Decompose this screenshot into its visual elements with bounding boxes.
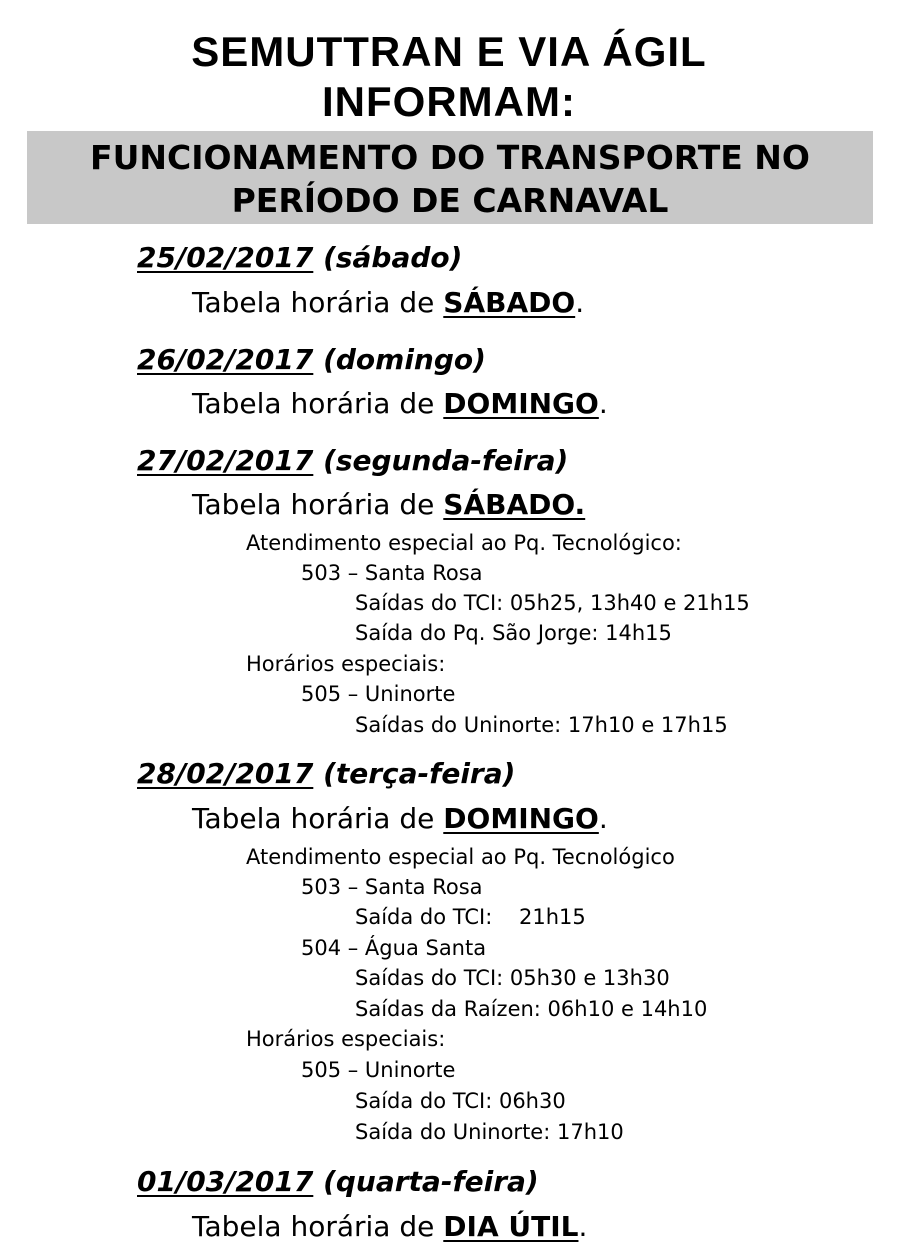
table-name: DOMINGO [443,802,599,835]
weekday: (segunda-feira) [323,444,569,477]
table-name: DIA ÚTIL [443,1210,579,1243]
bus-line: 504 – Água Santa [301,936,487,960]
table-prefix: Tabela horária de [192,488,435,521]
departure-times: Saídas do Uninorte: 17h10 e 17h15 [355,713,728,737]
table-name: SÁBADO [443,286,576,319]
table-suffix: . [598,387,608,420]
departure-times: Saída do TCI: 06h30 [355,1089,566,1113]
table-suffix: . [575,286,585,319]
departure-times: Saída do Pq. São Jorge: 14h15 [355,621,672,645]
date: 26/02/2017 [137,343,314,376]
table-prefix: Tabela horária de [192,387,435,420]
special-service-label: Atendimento especial ao Pq. Tecnológico: [246,531,682,555]
weekday: (sábado) [323,241,463,274]
notice-title-line1: SEMUTTRAN E VIA ÁGIL [191,28,707,75]
carnival-banner [27,131,873,224]
table-name: DOMINGO [443,387,599,420]
notice-title-line2: INFORMAM: [322,78,576,125]
weekday: (terça-feira) [323,757,516,790]
departure-times: Saídas do TCI: 05h30 e 13h30 [355,966,670,990]
date: 28/02/2017 [137,757,314,790]
banner-line1: FUNCIONAMENTO DO TRANSPORTE NO [90,138,810,177]
date: 25/02/2017 [137,241,314,274]
date: 27/02/2017 [137,444,314,477]
special-hours-label: Horários especiais: [246,1027,446,1051]
bus-line: 503 – Santa Rosa [301,561,483,585]
special-hours-label: Horários especiais: [246,652,446,676]
bus-line: 505 – Uninorte [301,1058,456,1082]
weekday: (domingo) [323,343,486,376]
special-service-label: Atendimento especial ao Pq. Tecnológico [246,845,675,869]
day-date-heading [137,757,515,791]
day-date-heading [137,241,462,275]
table-prefix: Tabela horária de [192,802,435,835]
date: 01/03/2017 [137,1165,314,1198]
day-date-heading [137,343,486,377]
day-date-heading [137,444,568,478]
day-date-heading [137,1165,539,1199]
schedule-table-line [192,488,585,522]
table-prefix: Tabela horária de [192,1210,435,1243]
schedule-table-line [192,1210,587,1244]
departure-times: Saída do TCI: 21h15 [355,905,586,929]
departure-times: Saídas da Raízen: 06h10 e 14h10 [355,997,708,1021]
schedule-table-line [192,286,584,320]
banner-line2: PERÍODO DE CARNAVAL [231,181,669,220]
table-suffix: . [578,1210,588,1243]
bus-line: 503 – Santa Rosa [301,875,483,899]
departure-times: Saída do Uninorte: 17h10 [355,1120,624,1144]
table-suffix: . [598,802,608,835]
table-prefix: Tabela horária de [192,286,435,319]
bus-line: 505 – Uninorte [301,682,456,706]
departure-times: Saídas do TCI: 05h25, 13h40 e 21h15 [355,591,750,615]
schedule-table-line [192,802,608,836]
table-name: SÁBADO. [443,488,586,521]
weekday: (quarta-feira) [323,1165,539,1198]
schedule-table-line [192,387,608,421]
